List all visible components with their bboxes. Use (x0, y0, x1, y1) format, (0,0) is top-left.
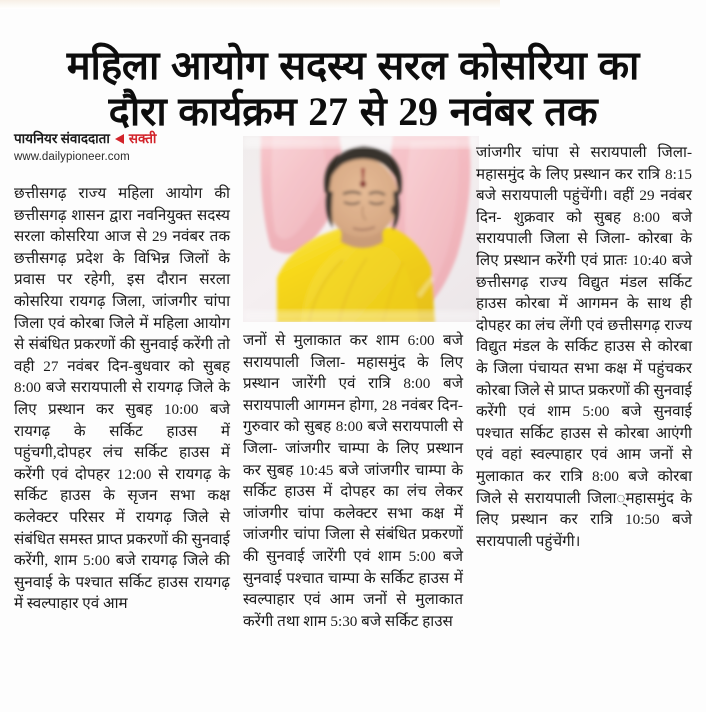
body-column-left (14, 183, 230, 703)
body-text-middle: जनों से मुलाकात कर शाम 6:00 बजे सरायपाली जिला- महासमुंद के लिए प्रस्थान जारेंगी एवं रात्रि 8:00 बजे सरायपाली आगमन होगा, 28 नवंबर दिन- गुरुवार को सुबह 8:00 बजे सरायपाली से जिला- जांजगीर चाम्पा के लिए प्रस्थान कर सुबह 10:45 बजे जांजगीर चाम्पा के सर्किट हाउस में दोपहर का लंच लेकर जांजगीर चांपा कलेक्टर सभा कक्ष में जांजगीर चांपा जिला से संबंधित प्रकरणों की सुनवाई जारेंगी एवं शाम 5:00 बजे सुनवाई पश्चात चाम्पा के सर्किट हाउस में स्वल्पाहार एवं आम जनों से मुलाकात करेंगी तथा शाम 5:30 बजे सर्किट हाउस (243, 332, 463, 630)
headline-line-2: दौरा कार्यक्रम 27 से 29 नवंबर तक (108, 88, 598, 134)
body-column-right (476, 142, 692, 704)
scan-artifact (0, 0, 500, 9)
byline-website: www.dailypioneer.com (14, 150, 130, 163)
headline-line-1: महिला आयोग सदस्य सरल कोसरिया का (66, 42, 640, 88)
body-text-left: छत्तीसगढ़ राज्य महिला आयोग की छत्तीसगढ़ शासन द्वारा नवनियुक्त सदस्य सरला कोसरिया आज से 29 नवंबर तक छत्तीसगढ़ प्रदेश के विभिन्न जिलों के प्रवास पर रहेगी, इस दौरान सरला कोसरिया रायगढ़ जिला, जांजगीर चांपा जिला एवं कोरबा जिले में महिला आयोग से संबंधित प्रकरणों की सुनवाई करेंगी तो वही 27 नवंबर दिन-बुधवार को सुबह 8:00 बजे सरायपाली से रायगढ़ जिले के लिए प्रस्थान कर सुबह 10:00 बजे रायगढ़ के सर्किट हाउस में पहुंचगी,दोपहर लंच सर्किट हाउस में करेंगी एवं दोपहर 12:00 से रायगढ़ के सर्किट हाउस के सृजन सभा कक्ष कलेक्टर परिसर में रायगढ़ जिले से संबंधित समस्त प्राप्त प्रकरणों की सुनवाई करेंगी, शाम 5:00 बजे रायगढ़ जिले की सुनवाई के पश्चात सर्किट हाउस रायगढ़ में स्वल्पाहार एवं आम (14, 185, 230, 613)
byline (14, 132, 229, 163)
article-headline (14, 43, 692, 135)
body-text-right: जांजगीर चांपा से सरायपाली जिला- महासमुंद के लिए प्रस्थान कर रात्रि 8:15 बजे सरायपाली पहुंचेंगी। वहीं 29 नवंबर दिन- शुक्रवार को सुबह 8:00 बजे सरायपाली जिला से जिला- कोरबा के लिए प्रस्थान करेंगी एवं प्रातः 10:40 बजे छत्तीसगढ़ राज्य विद्युत मंडल सर्किट हाउस कोरबा में आगमन के साथ ही दोपहर का लंच लेंगी एवं छत्तीसगढ़ राज्य विद्युत मंडल के सर्किट हाउस से कोरबा के जिला पंचायत सभा कक्ष में पहुंचकर कोरबा जिले से प्राप्त प्रकरणों की सुनवाई करेंगी एवं शाम 5:00 बजे सुनवाई पश्चात सर्किट हाउस से कोरबा आएंगी एवं वहां स्वल्पाहार एवं आम जनों से मुलाकात कर रात्रि 8:00 बजे कोरबा जिले से सरायपाली जिला‍्‌महासमुंद के लिए प्रस्थान कर रात्रि 10:50 बजे सरायपाली पहुंचेंगी। (476, 144, 692, 550)
left-arrow-icon (115, 134, 124, 144)
body-column-middle (243, 330, 463, 705)
byline-row (14, 132, 229, 147)
byline-reporter: पायनियर संवाददाता (14, 131, 110, 146)
photo-illustration (243, 136, 479, 322)
byline-place: सक्ती (128, 131, 157, 146)
article-photo (243, 136, 479, 322)
